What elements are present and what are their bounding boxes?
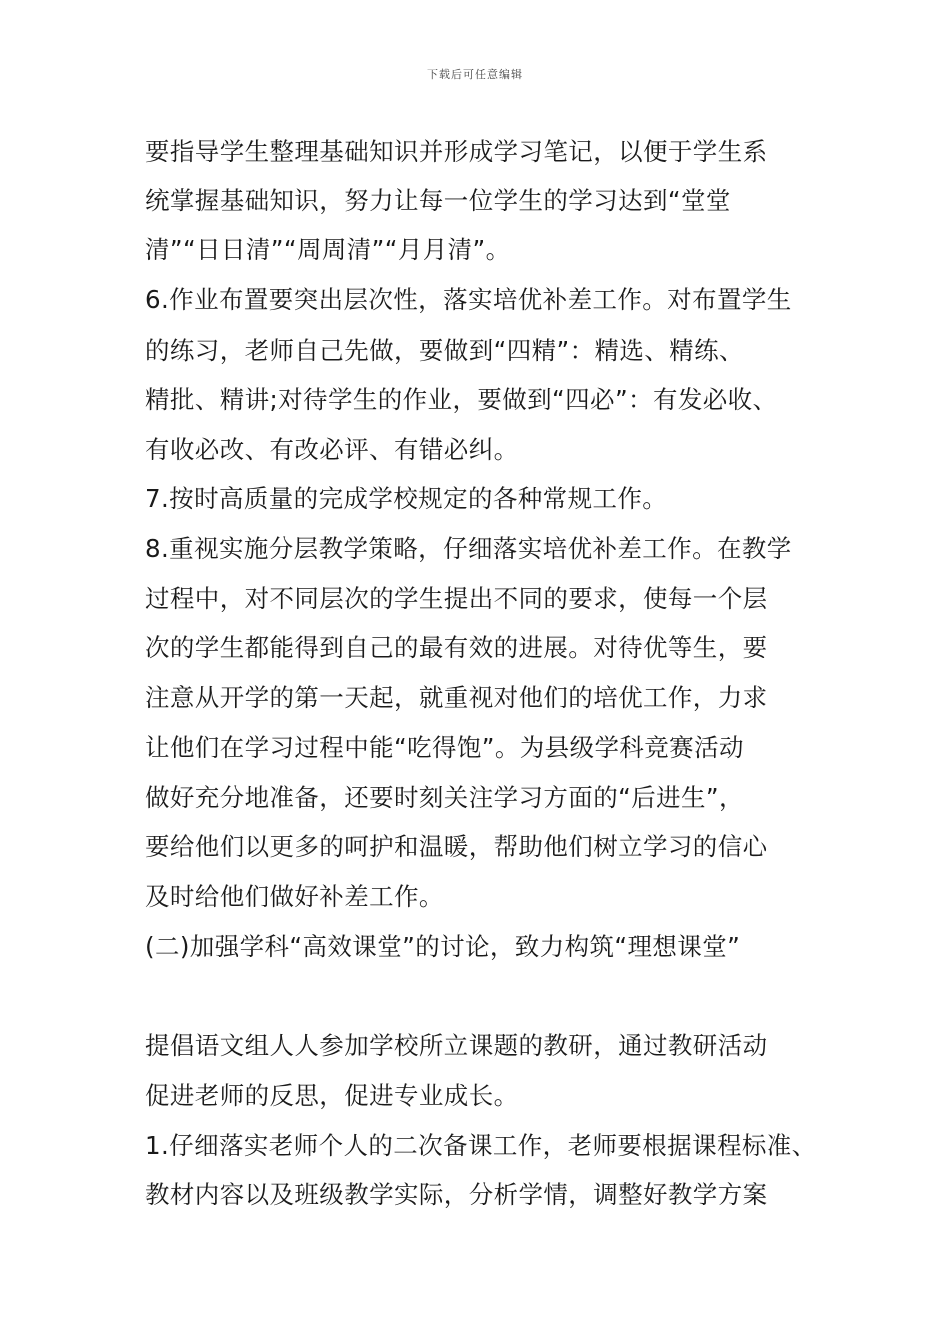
text-line: 次的学生都能得到自己的最有效的进展。对待优等生，要 (145, 633, 768, 662)
text-line: 7.按时高质量的完成学校规定的各种常规工作。 (145, 484, 668, 513)
text-line: 的练习，老师自己先做，要做到“四精”：精选、精练、 (145, 336, 744, 365)
page-header: 下载后可任意编辑 (427, 68, 523, 81)
text-line: 教材内容以及班级教学实际，分析学情，调整好教学方案 (145, 1180, 768, 1209)
text-line: 8.重视实施分层教学策略，仔细落实培优补差工作。在教学 (145, 534, 792, 563)
text-line: 要指导学生整理基础知识并形成学习笔记，以便于学生系 (145, 137, 768, 166)
section-heading: (二)加强学科“高效课堂”的讨论，致力构筑“理想课堂” (145, 932, 741, 961)
text-line: 1.仔细落实老师个人的二次备课工作，老师要根据课程标准、 (145, 1131, 817, 1160)
text-line: 提倡语文组人人参加学校所立课题的教研，通过教研活动 (145, 1031, 768, 1060)
text-line: 过程中，对不同层次的学生提出不同的要求，使每一个层 (145, 584, 768, 613)
text-line: 让他们在学习过程中能“吃得饱”。为县级学科竞赛活动 (145, 733, 744, 762)
text-line: 精批、精讲;对待学生的作业，要做到“四必”：有发必收、 (145, 385, 778, 414)
text-line: 清”“日日清”“周周清”“月月清”。 (145, 235, 511, 264)
text-line: 要给他们以更多的呵护和温暖，帮助他们树立学习的信心 (145, 832, 768, 861)
text-line: 做好充分地准备，还要时刻关注学习方面的“后进生”， (145, 783, 744, 812)
text-line: 注意从开学的第一天起，就重视对他们的培优工作，力求 (145, 683, 768, 712)
text-line: 6.作业布置要突出层次性，落实培优补差工作。对布置学生 (145, 285, 792, 314)
text-line: 有收必改、有改必评、有错必纠。 (145, 435, 519, 464)
text-line: 促进老师的反思，促进专业成长。 (145, 1081, 519, 1110)
text-line: 统掌握基础知识，努力让每一位学生的学习达到“堂堂 (145, 186, 731, 215)
text-line: 及时给他们做好补差工作。 (145, 882, 444, 911)
